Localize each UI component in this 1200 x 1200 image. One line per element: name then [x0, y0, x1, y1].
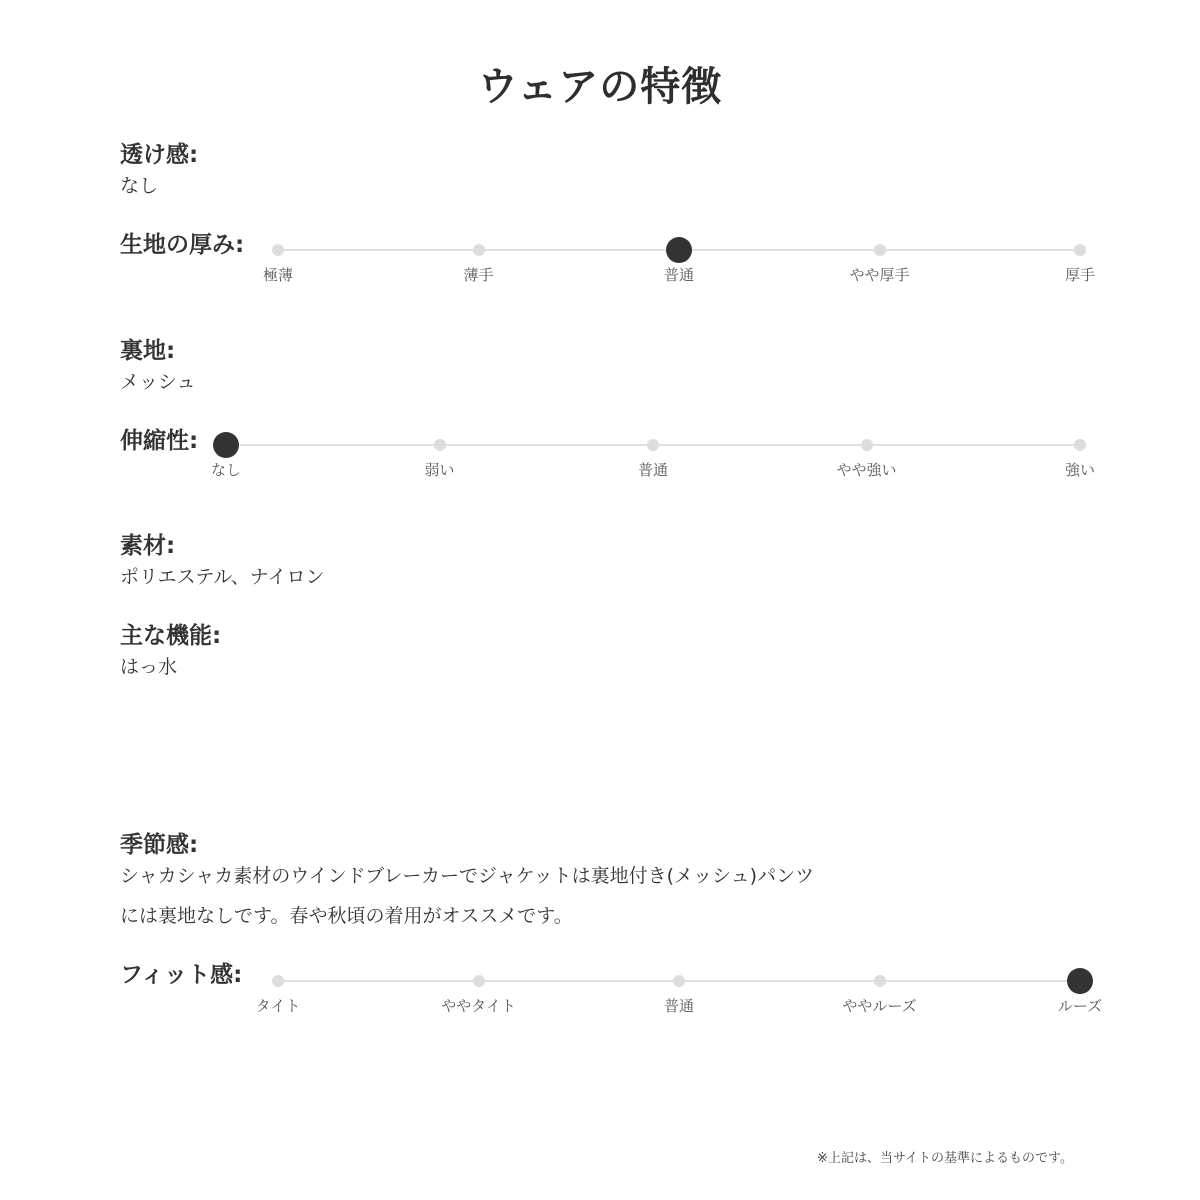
- scale-option-label: 弱い: [424, 461, 455, 479]
- scale-dot: [874, 244, 886, 256]
- material-label: 素材:: [120, 533, 176, 559]
- stretch-label: 伸縮性:: [120, 428, 199, 454]
- function-label: 主な機能:: [120, 623, 222, 649]
- scale-option-label: 強い: [1064, 461, 1095, 479]
- lining-value: メッシュ: [120, 371, 196, 393]
- scale-option-label: 薄手: [463, 266, 494, 284]
- thickness-label: 生地の厚み:: [120, 232, 245, 258]
- scale-option-label: 普通: [637, 461, 668, 479]
- scale-dot: [272, 975, 284, 987]
- scale-option-label: 極薄: [262, 266, 293, 284]
- scale-dot: [473, 975, 485, 987]
- scale-dot: [1074, 439, 1086, 451]
- selected-dot: [1067, 968, 1093, 994]
- selected-dot: [666, 237, 692, 263]
- scale-option-label: ややルーズ: [842, 997, 917, 1015]
- scale-dot: [1074, 244, 1086, 256]
- scale-option-label: タイト: [255, 997, 301, 1015]
- scale-dot: [272, 244, 284, 256]
- fit-label: フィット感:: [120, 962, 243, 988]
- transparency-value: なし: [120, 175, 159, 197]
- scale-option-label: 厚手: [1064, 266, 1095, 284]
- lining-label: 裏地:: [120, 338, 176, 364]
- scale-option-label: やや強い: [836, 461, 897, 479]
- scale-dot: [861, 439, 873, 451]
- scale-dot: [874, 975, 886, 987]
- scale-option-label: やや厚手: [849, 266, 910, 284]
- season-description-line: シャカシャカ素材のウインドブレーカーでジャケットは裏地付き(メッシュ)パンツ: [120, 865, 815, 887]
- fit-scale: [255, 971, 1103, 1031]
- scale-dot: [647, 439, 659, 451]
- scale-option-label: なし: [210, 461, 241, 479]
- scale-option-label: ややタイト: [441, 997, 516, 1015]
- transparency-label: 透け感:: [120, 142, 199, 168]
- scale-option-label: ルーズ: [1057, 997, 1103, 1015]
- scale-dot: [434, 439, 446, 451]
- footnote: ※上記は、当サイトの基準によるものです。: [817, 1151, 1073, 1166]
- season-description-line: には裏地なしです。春や秋頃の着用がオススメです。: [120, 905, 573, 927]
- scale-dot: [473, 244, 485, 256]
- material-value: ポリエステル、ナイロン: [120, 566, 325, 588]
- selected-dot: [213, 432, 239, 458]
- thickness-scale: [262, 240, 1095, 300]
- stretch-scale: [210, 435, 1095, 495]
- season-label: 季節感:: [120, 832, 199, 858]
- scale-option-label: 普通: [663, 266, 694, 284]
- scale-dot: [673, 975, 685, 987]
- scale-option-label: 普通: [663, 997, 694, 1015]
- page-title: ウェアの特徴: [477, 64, 723, 110]
- function-value: はっ水: [120, 656, 178, 678]
